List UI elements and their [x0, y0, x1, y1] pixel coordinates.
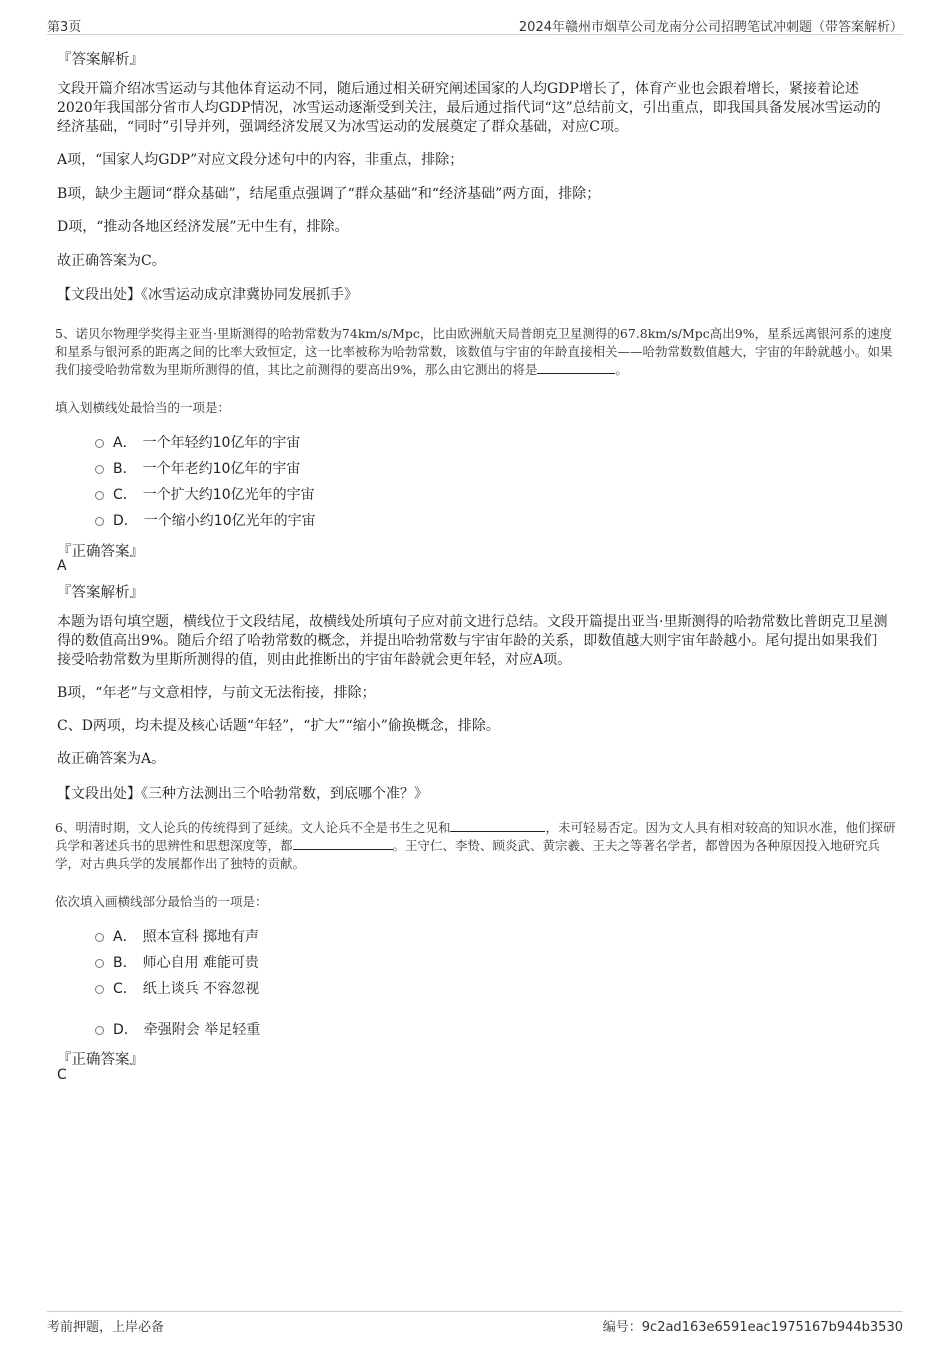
q4-analysis-para3: B项，缺少主题词“群众基础”，结尾重点强调了“群众基础”和“经济基础”两方面，排除； [57, 186, 601, 202]
radio-icon[interactable] [95, 439, 104, 448]
radio-icon[interactable] [95, 985, 104, 994]
q5-analysis-conclusion: 故正确答案为A。 [57, 751, 166, 767]
q5-option-a[interactable]: A． 一个年轻约10亿年的宇宙 [95, 433, 300, 453]
radio-icon[interactable] [95, 465, 104, 474]
q5-correct-answer: A [57, 558, 67, 574]
document-code [603, 1316, 903, 1335]
q5-correct-label: 『正确答案』 [57, 544, 144, 560]
radio-icon[interactable] [95, 1026, 104, 1035]
q6-option-c[interactable]: C． 纸上谈兵 不容忽视 [95, 979, 259, 999]
q5-stem: 5、诺贝尔物理学奖得主亚当·里斯测得的哈勃常数为74km/s/Mpc，比由欧洲航天局普朗克卫星测得的67.8km/s/Mpc高出9%，星系远离银河系的速度和星系与银河系的距离之间的比率大致恒定，这一比率被称为哈勃常数，该数值与宇宙的年龄直接相关——哈勃常数数值越大，宇宙的年龄就越小。如果我们接受哈勃常数为里斯所测得的值，其比之前测得的要高出9%，那么由它测出的将是 。 [55, 326, 893, 377]
q6-prompt: 依次填入画横线部分最恰当的一项是： [55, 894, 268, 909]
q6-correct-label: 『正确答案』 [57, 1052, 144, 1068]
code-label: 编号： [602, 1320, 642, 1335]
q4-analysis-para2: A项，“国家人均GDP”对应文段分述句中的内容，非重点，排除； [57, 152, 464, 168]
q6-blank-2 [293, 837, 393, 850]
q4-analysis-para1: 文段开篇介绍冰雪运动与其他体育运动不同，随后通过相关研究阐述国家的人均GDP增长了，体育产业也会跟着增长，紧接着论述2020年我国部分省市人均GDP情况，冰雪运动逐渐受到关注，最后通过指代词“这”总结前文，引出重点，即我国具备发展冰雪运动的经济基础，“同时”引导并列，强调经济发展又为冰雪运动的发展奠定了群众基础，对应C项。 [57, 81, 881, 135]
q5-option-c[interactable]: C． 一个扩大约10亿光年的宇宙 [95, 485, 315, 505]
q5-analysis-label: 『答案解析』 [57, 585, 144, 601]
q4-source: 【文段出处】《冰雪运动成京津冀协同发展抓手》 [57, 287, 358, 303]
q5-analysis-para1: 本题为语句填空题，横线位于文段结尾，故横线处所填句子应对前文进行总结。文段开篇提出亚当·里斯测得的哈勃常数比普朗克卫星测得的数值高出9%。随后介绍了哈勃常数的概念，并提出哈勃常数与宇宙年龄的关系，即数值越大则宇宙年龄越小。尾句提出如果我们接受哈勃常数为里斯所测得的值，则由此推断出的宇宙年龄就会更年轻，对应A项。 [57, 614, 888, 668]
code-value: 9c2ad163e6591eac1975167b944b3530 [641, 1320, 903, 1335]
q6-correct-answer: C [57, 1067, 67, 1083]
q6-option-b[interactable]: B． 师心自用 难能可贵 [95, 953, 259, 973]
page-number: 第3页 [47, 20, 82, 35]
radio-icon[interactable] [95, 933, 104, 942]
footer-slogan: 考前押题，上岸必备 [47, 1320, 165, 1335]
q4-analysis-para4: D项，“推动各地区经济发展”无中生有，排除。 [57, 219, 349, 235]
document-title: 2024年赣州市烟草公司龙南分公司招聘笔试冲刺题（带答案解析） [518, 20, 903, 35]
q5-blank [537, 361, 615, 374]
page-header [47, 14, 903, 35]
q6-option-d[interactable]: D． 牵强附会 举足轻重 [95, 1020, 260, 1040]
q6-blank-1 [450, 819, 545, 832]
q5-option-d[interactable]: D． 一个缩小约10亿光年的宇宙 [95, 511, 316, 531]
q5-prompt: 填入划横线处最恰当的一项是： [55, 400, 231, 415]
q4-analysis-conclusion: 故正确答案为C。 [57, 253, 166, 269]
radio-icon[interactable] [95, 959, 104, 968]
radio-icon[interactable] [95, 491, 104, 500]
page-footer [47, 1311, 903, 1336]
q5-analysis-para3: C、D两项，均未提及核心话题“年轻”，“扩大”“缩小”偷换概念，排除。 [57, 718, 500, 734]
q6-option-a[interactable]: A． 照本宣科 掷地有声 [95, 927, 259, 947]
radio-icon[interactable] [95, 517, 104, 526]
q5-source: 【文段出处】《三种方法测出三个哈勃常数，到底哪个准？》 [57, 786, 428, 802]
q4-analysis-label: 『答案解析』 [57, 52, 144, 68]
q6-stem: 6、明清时期，文人论兵的传统得到了延续。文人论兵不全是书生之见和 ，未可轻易否定。因为文人具有相对较高的知识水准，他们探研兵学和著述兵书的思辨性和思想深度等，都 。王守仁、李贽、顾炎武、黄宗羲、王夫之等著名学者，都曾因为各种原因投入地研究兵学，对古典兵学的发展都作出了独特的贡献。 [55, 820, 896, 871]
q5-option-b[interactable]: B． 一个年老约10亿年的宇宙 [95, 459, 300, 479]
q5-analysis-para2: B项，“年老”与文意相悖，与前文无法衔接，排除； [57, 685, 376, 701]
